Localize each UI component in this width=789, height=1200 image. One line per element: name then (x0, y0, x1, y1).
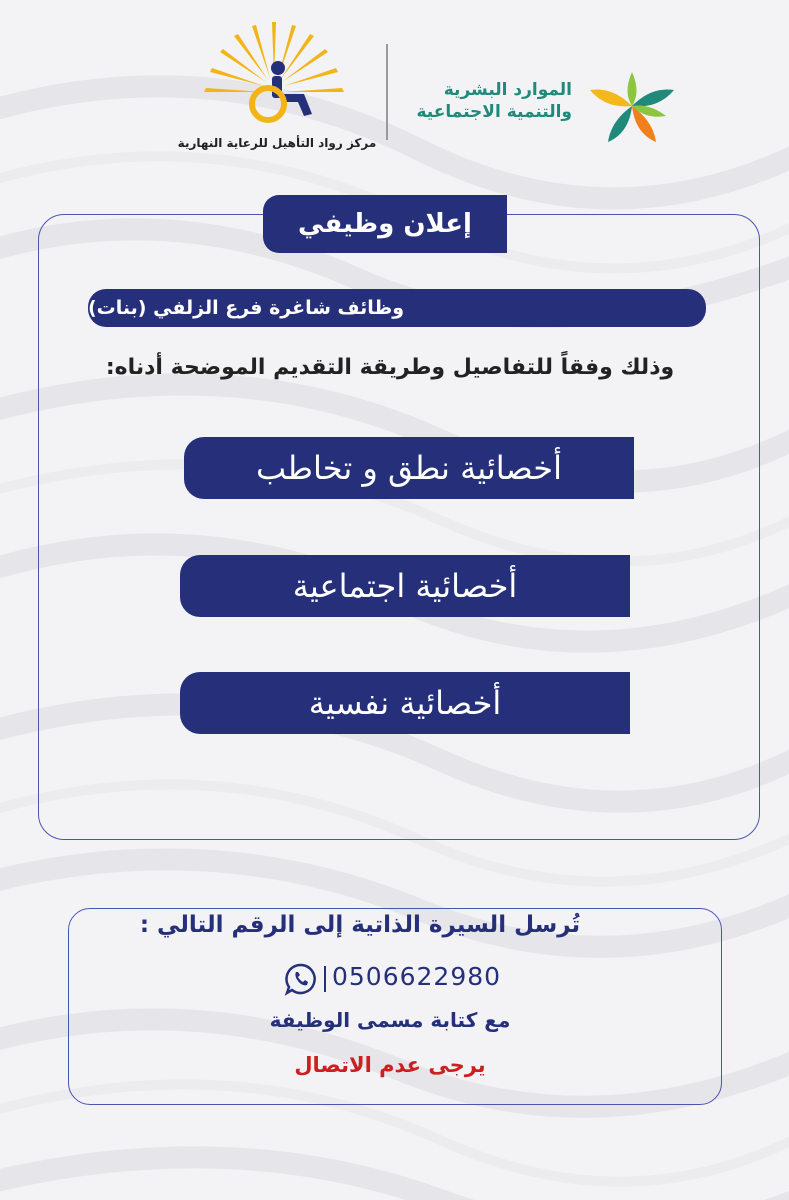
header-divider (386, 44, 388, 140)
whatsapp-icon (284, 962, 318, 996)
wheelchair-sunburst-logo-icon (194, 18, 344, 130)
job-social-worker: أخصائية اجتماعية (180, 555, 630, 617)
rowad-center-logo (172, 18, 380, 150)
hr-star-logo-icon (584, 66, 680, 146)
phone-number[interactable]: 0506622980 (332, 962, 502, 991)
job-psychologist: أخصائية نفسية (180, 672, 630, 734)
job-title-note: مع كتابة مسمى الوظيفة (269, 1008, 511, 1032)
phone-row (280, 962, 540, 996)
no-call-warning: يرجى عدم الاتصال (294, 1053, 486, 1077)
hr-logo-line-1: الموارد البشرية (443, 80, 572, 100)
announcement-title: إعلان وظيفي (263, 195, 507, 253)
rowad-center-caption: مركز رواد التأهيل للرعاية النهارية (177, 136, 377, 150)
hr-logo-line-2: والتنمية الاجتماعية (416, 102, 572, 122)
hr-ministry-logo (416, 66, 680, 146)
send-cv-instruction: تُرسل السيرة الذاتية إلى الرقم التالي : (139, 912, 581, 938)
vacancies-subtitle: وظائف شاغرة فرع الزلفي (بنات) (88, 289, 706, 327)
job-speech-therapist: أخصائية نطق و تخاطب (184, 437, 634, 499)
phone-separator (324, 966, 326, 992)
details-intro: وذلك وفقاً للتفاصيل وطريقة التقديم الموضحة أدناه: (105, 355, 675, 380)
